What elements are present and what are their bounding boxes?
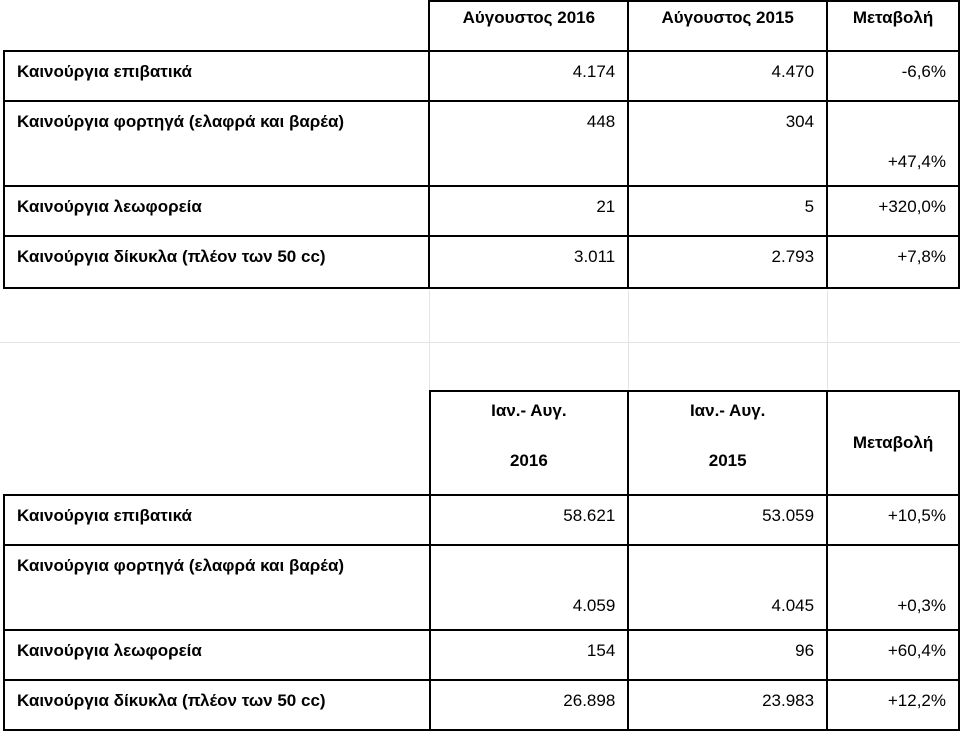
header-jan-aug-2015 (628, 391, 827, 495)
row-label: Καινούργια λεωφορεία (4, 630, 430, 680)
value-2016: 58.621 (430, 495, 629, 545)
row-label: Καινούργια δίκυκλα (πλέον των 50 cc) (4, 680, 430, 730)
header-line1: Ιαν.- Αυγ. (689, 401, 766, 420)
table-row (4, 495, 959, 545)
header-jan-aug-2016 (430, 391, 629, 495)
value-change: +7,8% (827, 236, 959, 288)
value-2016: 448 (429, 101, 628, 186)
header-line2: 2015 (708, 451, 747, 470)
value-2015: 4.045 (628, 545, 827, 630)
header-blank-cell (4, 1, 429, 51)
value-2016: 4.174 (429, 51, 628, 101)
row-label: Καινούργια φορτηγά (ελαφρά και βαρέα) (4, 545, 430, 630)
table-row (4, 101, 959, 186)
value-change: +60,4% (827, 630, 959, 680)
value-2016: 154 (430, 630, 629, 680)
row-label: Καινούργια επιβατικά (4, 51, 429, 101)
value-2015: 4.470 (628, 51, 827, 101)
header-change: Μεταβολή (827, 391, 959, 495)
gridline-gap (0, 290, 960, 390)
table-row (4, 236, 959, 288)
value-2015: 96 (628, 630, 827, 680)
header-line2: 2016 (509, 451, 548, 470)
value-change: +12,2% (827, 680, 959, 730)
value-2016: 21 (429, 186, 628, 236)
value-2015: 304 (628, 101, 827, 186)
value-change: +10,5% (827, 495, 959, 545)
table-row (4, 186, 959, 236)
value-change: +320,0% (827, 186, 959, 236)
value-change: -6,6% (827, 51, 959, 101)
row-label: Καινούργια δίκυκλα (πλέον των 50 cc) (4, 236, 429, 288)
header-blank-cell (4, 391, 430, 495)
value-2015: 2.793 (628, 236, 827, 288)
value-2015: 5 (628, 186, 827, 236)
table-row (4, 545, 959, 630)
value-2015: 23.983 (628, 680, 827, 730)
table-row (4, 680, 959, 730)
value-change: +47,4% (827, 101, 959, 186)
table-row (4, 51, 959, 101)
header-change: Μεταβολή (827, 1, 959, 51)
table-header-row (4, 1, 959, 51)
value-2016: 3.011 (429, 236, 628, 288)
table-row (4, 630, 959, 680)
value-2016: 4.059 (430, 545, 629, 630)
jan-aug-table (3, 390, 960, 731)
row-label: Καινούργια φορτηγά (ελαφρά και βαρέα) (4, 101, 429, 186)
row-label: Καινούργια λεωφορεία (4, 186, 429, 236)
table-header-row (4, 391, 959, 495)
header-line1: Ιαν.- Αυγ. (491, 401, 567, 420)
header-august-2015: Αύγουστος 2015 (628, 1, 827, 51)
value-change: +0,3% (827, 545, 959, 630)
august-table (3, 0, 960, 289)
row-label: Καινούργια επιβατικά (4, 495, 430, 545)
header-august-2016: Αύγουστος 2016 (429, 1, 628, 51)
value-2015: 53.059 (628, 495, 827, 545)
value-2016: 26.898 (430, 680, 629, 730)
